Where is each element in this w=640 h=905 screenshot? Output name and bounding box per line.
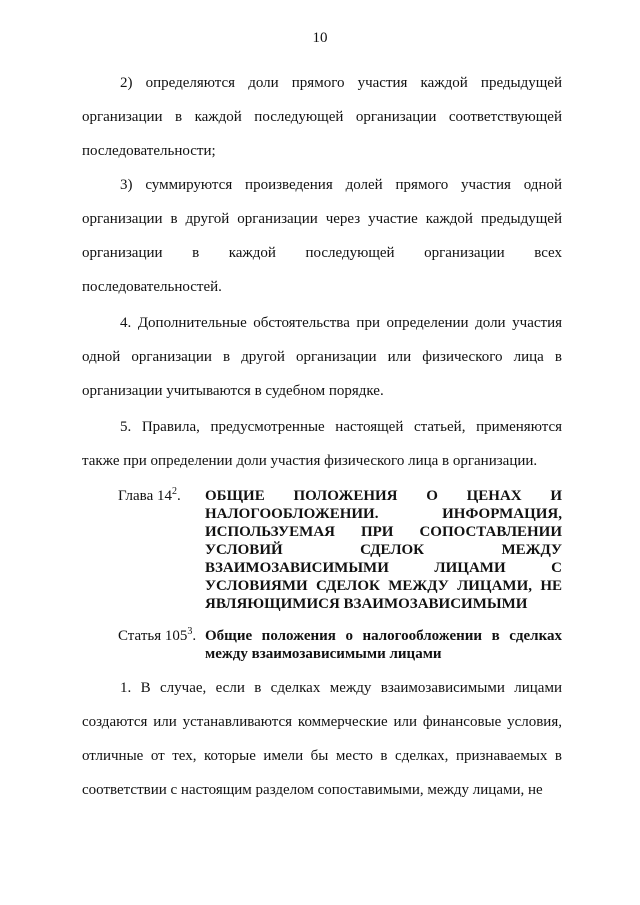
article-label-superscript: 3 (187, 626, 193, 637)
chapter-title: ОБЩИЕ ПОЛОЖЕНИЯ О ЦЕНАХ И НАЛОГООБЛОЖЕНИИ. ИНФОРМАЦИЯ, ИСПОЛЬЗУЕМАЯ ПРИ СОПОСТАВЛЕНИИ УСЛОВИЙ СДЕЛОК МЕЖДУ ВЗАИМОЗАВИСИМЫМИ ЛИЦАМИ С УСЛОВИЯМИ СДЕЛОК МЕЖДУ ЛИЦАМИ, НЕ ЯВЛЯЮЩИМИСЯ ВЗАИМОЗАВИСИМЫМИ (205, 488, 562, 612)
chapter-label-text: Глава 14 (118, 488, 172, 504)
article-label-text: Статья 105 (118, 628, 188, 644)
paragraph-point-4: 4. Дополнительные обстоятельства при определении доли участия одной организации в другой организации или физического лица в организации учитываются в судебном порядке. (82, 315, 562, 399)
paragraph-point-5: 5. Правила, предусмотренные настоящей статьей, применяются также при определении доли участия физического лица в организации. (82, 419, 562, 469)
chapter-label-suffix: . (176, 488, 181, 504)
paragraph-item-3: 3) суммируются произведения долей прямого участия одной организации в другой организации через участие каждой предыдущей организации в каждой последующей организации всех последовательностей. (82, 177, 562, 295)
article-label (118, 627, 196, 645)
article-title: Общие положения о налогообложении в сделках между взаимозависимыми лицами (205, 628, 562, 662)
chapter-label (118, 487, 181, 505)
paragraph-item-2: 2) определяются доли прямого участия каждой предыдущей организации в каждой последующей организации соответствующей последовательности; (82, 75, 562, 159)
chapter-label-superscript: 2 (171, 486, 177, 497)
paragraph-article-point-1: 1. В случае, если в сделках между взаимозависимыми лицами создаются или устанавливаются коммерческие или финансовые условия, отличные от тех, которые имели бы место в сделках, признаваемых в соответствии с настоящим разделом сопоставимыми, между лицами, не (82, 680, 562, 798)
page-number: 10 (312, 30, 328, 46)
article-label-suffix: . (192, 628, 197, 644)
